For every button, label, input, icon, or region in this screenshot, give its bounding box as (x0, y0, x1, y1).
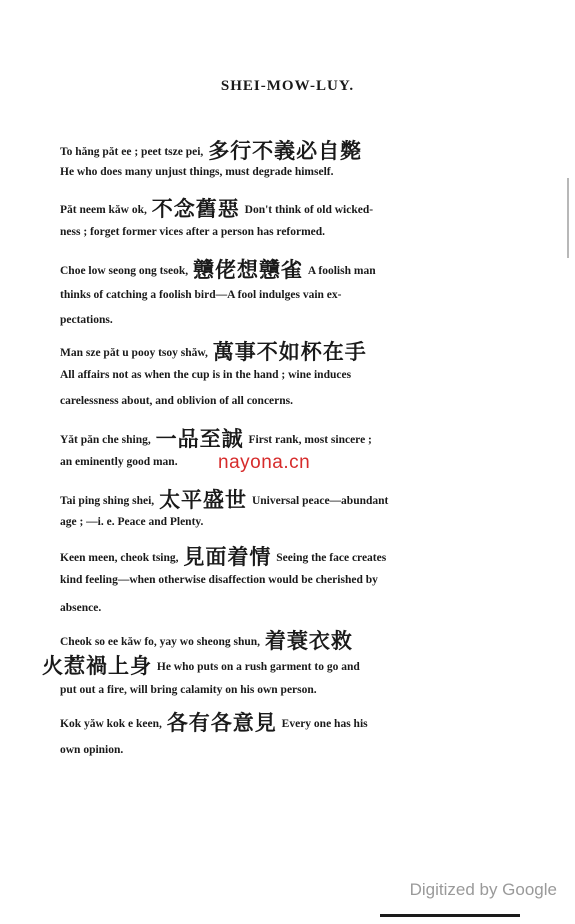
romanization-line (60, 260, 376, 281)
romanization-line (60, 141, 364, 162)
translation-line: put out a fire, will bring calamity on his own person. (60, 684, 317, 696)
scan-edge-shadow (567, 178, 569, 258)
romanization-line (60, 199, 373, 220)
chinese-characters: 見面着情 (183, 545, 272, 569)
chinese-characters: 不念舊惡 (151, 197, 240, 221)
translation-line: an eminently good man. (60, 456, 178, 468)
romanization-line (60, 631, 355, 652)
translation-line: All affairs not as when the cup is in the hand ; wine induces (60, 369, 352, 381)
romanization: To hăng păt ee ; peet tsze pei, (60, 146, 204, 158)
site-watermark: nayona.cn (218, 452, 311, 473)
romanization: Păt neem kăw ok, (60, 204, 147, 216)
translation-text: Don't think of old wicked- (244, 204, 374, 216)
romanization-line (60, 713, 368, 734)
chinese-characters: 萬事不如杯在手 (212, 340, 367, 364)
romanization-line (60, 547, 386, 568)
romanization: Tai ping shing shei, (60, 495, 155, 507)
romanization: Kok yăw kok e keen, (60, 718, 162, 730)
translation-line: kind feeling—when otherwise disaffection would be cherished by (60, 574, 378, 586)
romanization: Yăt păn che shing, (60, 434, 151, 446)
romanization: Cheok so ee kăw fo, yay wo sheong shun, (60, 636, 261, 648)
translation-line: absence. (60, 602, 102, 614)
translation-text: He who puts on a rush garment to go and (156, 661, 360, 673)
translation-line: own opinion. (60, 744, 124, 756)
romanization: Man sze păt u pooy tsoy shăw, (60, 347, 208, 359)
chinese-characters: 各有各意見 (166, 711, 277, 735)
chinese-characters: 戇佬想戇雀 (192, 258, 303, 282)
chinese-characters: 一品至誠 (155, 427, 244, 451)
translation-text: Seeing the face creates (276, 552, 387, 564)
translation-line: ness ; forget former vices after a person has reformed. (60, 226, 326, 238)
romanization-line (60, 490, 388, 511)
translation-line: He who does many unjust things, must degrade himself. (60, 166, 334, 178)
digitized-by-google-mark: Digitized by Google (409, 880, 557, 899)
romanization: Keen meen, cheok tsing, (60, 552, 179, 564)
translation-line: pectations. (60, 314, 113, 326)
romanization-line (60, 429, 372, 450)
translation-line: thinks of catching a foolish bird—A fool indulges vain ex- (60, 289, 342, 301)
romanization-line (60, 342, 369, 363)
translation-text: First rank, most sincere ; (248, 434, 372, 446)
romanization-line (40, 656, 360, 677)
translation-text: Every one has his (281, 718, 368, 730)
translation-line: age ; —i. e. Peace and Plenty. (60, 516, 204, 528)
chinese-characters: 火惹禍上身 (42, 654, 152, 678)
scan-bottom-edge (380, 914, 520, 917)
chinese-characters: 多行不義必自斃 (208, 139, 363, 163)
romanization: Choe low seong ong tseok, (60, 265, 189, 277)
translation-line: carelessness about, and oblivion of all concerns. (60, 395, 293, 407)
page-title: SHEI-MOW-LUY. (220, 78, 355, 94)
chinese-characters: 太平盛世 (159, 488, 248, 512)
translation-text: A foolish man (307, 265, 376, 277)
chinese-characters: 着蓑衣救 (264, 629, 353, 653)
translation-text: Universal peace—abundant (251, 495, 389, 507)
